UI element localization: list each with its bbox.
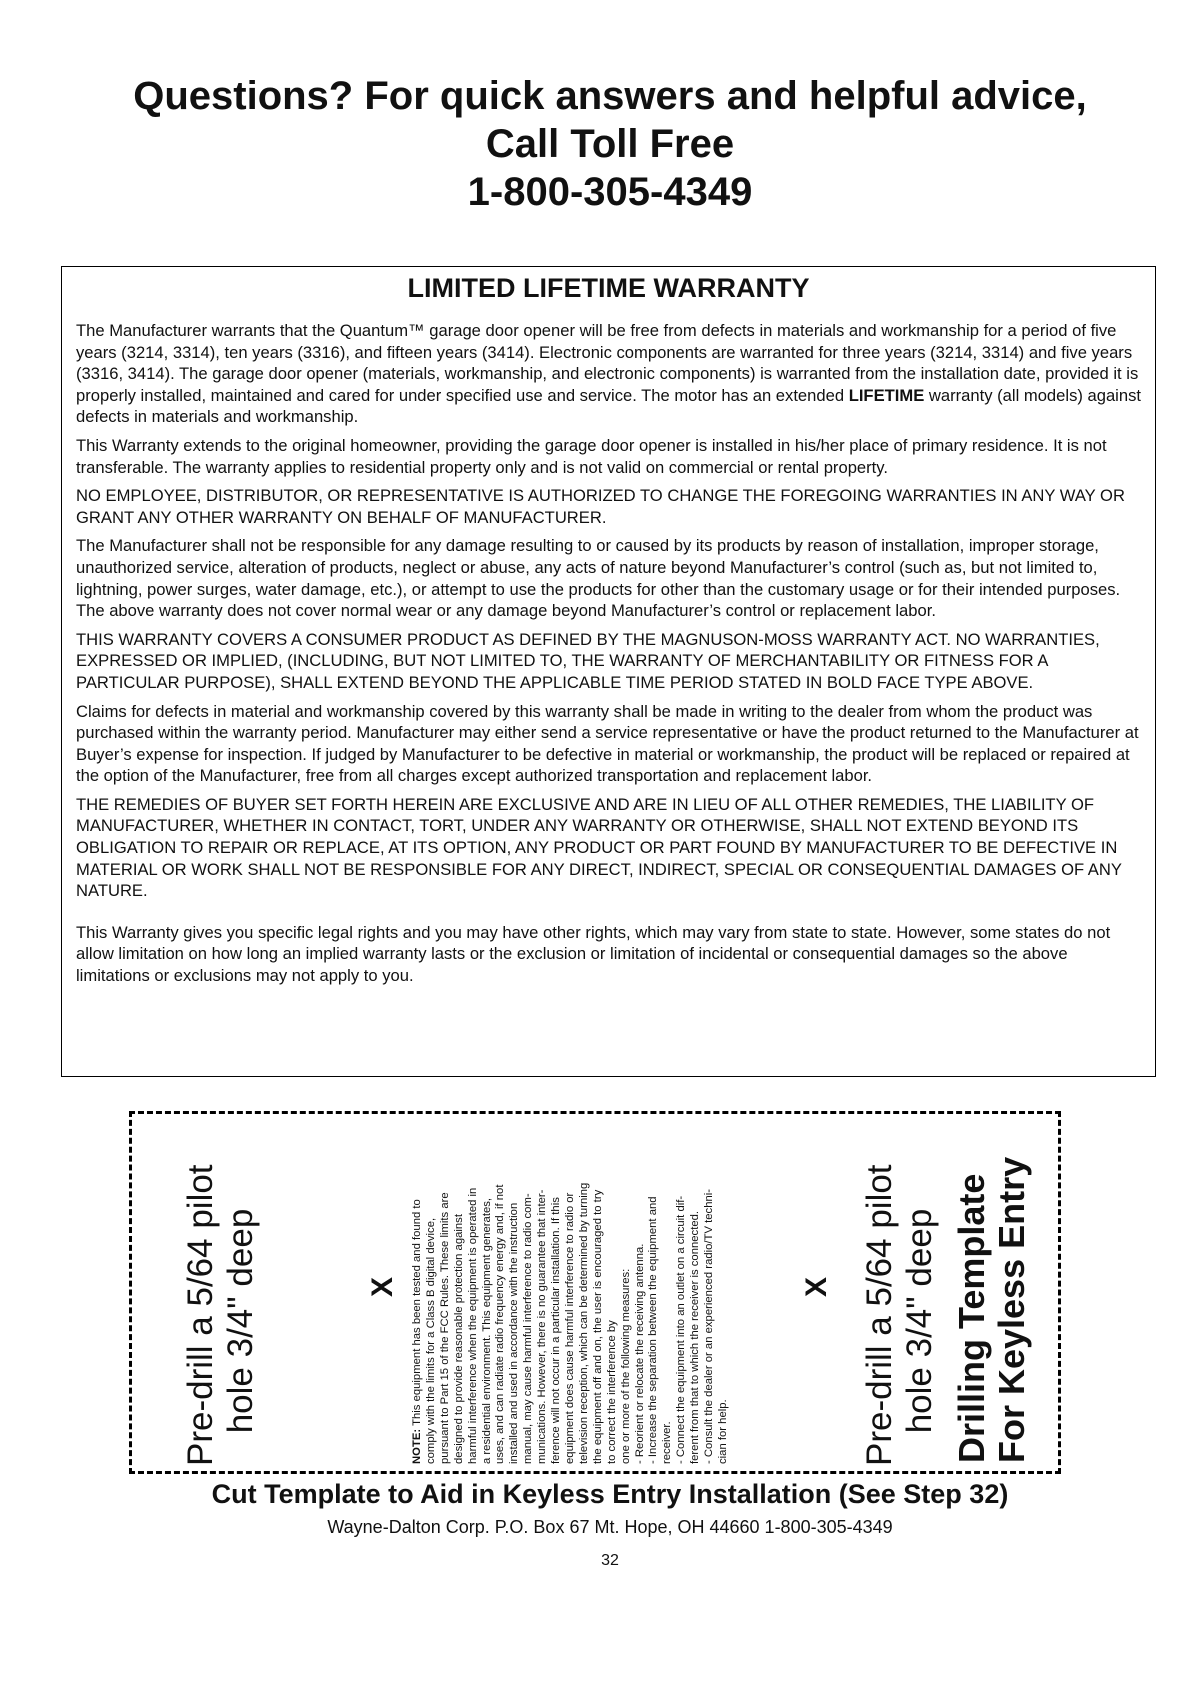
cut-template-instruction: Cut Template to Aid in Keyless Entry Installation (See Step 32) [211, 1479, 1009, 1509]
pilot-hole-instruction-right [860, 1164, 940, 1466]
warranty-coverage-text-end: warranty (all models) against defects in materials and workmanship. [76, 385, 1142, 427]
fcc-note-line: uses, and can radiate radio frequency energy and, if not [494, 1184, 507, 1464]
fcc-note-text: This equipment has been tested and found to [411, 1199, 423, 1429]
fcc-note-line [411, 1183, 425, 1464]
fcc-note-line: cian for help. [716, 1399, 729, 1464]
page-number: 32 [601, 1552, 619, 1569]
warranty-paragraph-magnuson-moss: THIS WARRANTY COVERS A CONSUMER PRODUCT AS DEFINED BY THE MAGNUSON-MOSS WARRANTY ACT. NO WARRANTIES, EXPRESSED OR IMPLIED, (INCLUDING, BUT NOT LIMITED TO, THE WARRANTY OF MERCHANTABILITY OR FITNESS FOR A PARTICULAR PURPOSE), SHALL EXTEND BEYOND THE APPLICABLE TIME PERIOD STATED IN BOLD FACE TYPE ABOVE. [76, 629, 1100, 692]
warranty-paragraph-coverage [76, 320, 1141, 428]
warranty-paragraph-remedies: THE REMEDIES OF BUYER SET FORTH HEREIN ARE EXCLUSIVE AND ARE IN LIEU OF ALL OTHER REMEDIES, THE LIABILITY OF MANUFACTURER, WHETHER IN CONTACT, TORT, UNDER ANY WARRANTY OR OTHERWISE, SHALL NOT EXTEND BEYOND ITS OBLIGATION TO REPAIR OR REPLACE, AT ITS OPTION, ANY PRODUCT OR PART FOUND BY MANUFACTURER TO BE DEFECTIVE IN MATERIAL OR WORK SHALL NOT BE RESPONSIBLE FOR ANY DIRECT, INDIRECT, SPECIAL OR CONSEQUENTIAL DAMAGES OF ANY NATURE. [76, 794, 1122, 901]
drill-mark-left: X [366, 1276, 399, 1297]
company-address: Wayne-Dalton Corp. P.O. Box 67 Mt. Hope, OH 44660 1-800-305-4349 [327, 1517, 893, 1537]
fcc-note-line: designed to provide reasonable protection against [452, 1214, 465, 1464]
pilot-line-2: hole 3/4" deep [900, 1208, 939, 1434]
fcc-note-line: pursuant to Part 15 of the FCC Rules. These limits are [438, 1192, 451, 1464]
header-phone-number: 1-800-305-4349 [467, 170, 753, 214]
fcc-note-line: a residential environment. This equipment generates, [480, 1197, 493, 1464]
fcc-note-line: one or more of the following measures: [619, 1268, 632, 1464]
drilling-template-title [952, 1157, 1032, 1463]
warranty-paragraph-legal-rights: This Warranty gives you specific legal rights and you may have other rights, which may vary from state to state. However, some states do not allow limitation on how long an implied warranty lasts or the exclusion or limitation of incidental or consequential damages so the above limitations or exclusions may not apply to you. [76, 922, 1111, 986]
fcc-note-line: ference will not occur in a particular installation. If this [550, 1197, 563, 1464]
fcc-note-line: - Consult the dealer or an experienced radio/TV techni- [703, 1188, 716, 1464]
warranty-paragraph-homeowner: This Warranty extends to the original homeowner, providing the garage door opener is installed in his/her place of primary residence. It is not transferable. The warranty applies to residential property only and is not valid on commercial or rental property. [76, 435, 1107, 477]
fcc-note-line: receiver. [661, 1421, 674, 1464]
drill-mark-right: X [800, 1276, 833, 1297]
drilling-template-title-line-2: For Keyless Entry [991, 1156, 1032, 1463]
fcc-note-line: ferent from that to which the receiver is connected. [689, 1210, 702, 1464]
fcc-note-line: comply with the limits for a Class B digital device, [424, 1217, 437, 1464]
fcc-note-line: equipment does cause harmful interference to radio or [563, 1192, 576, 1464]
warranty-lifetime-emphasis: LIFETIME [848, 385, 925, 405]
header-call-toll-free: Call Toll Free [485, 122, 735, 166]
header-question: Questions? For quick answers and helpful advice, [133, 74, 1087, 118]
pilot-line-1: Pre-drill a 5/64 pilot [860, 1164, 899, 1466]
drilling-template-title-line-1: Drilling Template [951, 1173, 992, 1463]
fcc-note-line: installed and used in accordance with the instruction [508, 1202, 521, 1464]
warranty-box [61, 266, 1156, 1077]
pilot-line-2: hole 3/4" deep [221, 1208, 260, 1434]
warranty-paragraph-claims: Claims for defects in material and workmanship covered by this warranty shall be made in writing to the dealer from whom the product was purchased within the warranty period. Manufacturer may either send a service representative or have the product returned to the Manufacturer at Buyer’s expense for inspection. If judged by Manufacturer to be defective in material or workmanship, the product will be replaced or repaired at the option of the Manufacturer, free from all charges except authorized transportation and replacement labor. [76, 701, 1139, 786]
fcc-note-line: harmful interference when the equipment is operated in [466, 1187, 479, 1464]
warranty-title: LIMITED LIFETIME WARRANTY [407, 273, 810, 303]
fcc-note [411, 1183, 731, 1464]
fcc-note-line: to correct the interference by [605, 1320, 618, 1464]
warranty-coverage-text: The Manufacturer warrants that the Quantum™ garage door opener will be free from defects in materials and workmanship for a period of five years (3214, 3314), ten years (3316), and fifteen years (3414). Electronic components are warranted for three years (3214, 3314) and five years (3316, 3414). The garage door opener (materials, workmanship, and electronic components) is warranted from the installation date, provided it is properly installed, maintained and cared for under specified use and service. The motor has an extended [76, 321, 1139, 405]
fcc-note-line: the equipment off and on, the user is encouraged to try [591, 1189, 604, 1464]
fcc-note-line: - Reorient or relocate the receiving antenna. [633, 1243, 646, 1464]
fcc-note-line: - Increase the separation between the equipment and [647, 1196, 660, 1464]
warranty-paragraph-no-employee: NO EMPLOYEE, DISTRIBUTOR, OR REPRESENTATIVE IS AUTHORIZED TO CHANGE THE FOREGOING WARRANTIES IN ANY WAY OR GRANT ANY OTHER WARRANTY ON BEHALF OF MANUFACTURER. [76, 486, 1125, 527]
fcc-note-label: NOTE: [411, 1428, 423, 1464]
pilot-hole-instruction-left [181, 1164, 261, 1466]
fcc-note-line: munications. However, there is no guarantee that inter- [536, 1189, 549, 1464]
fcc-note-line: - Connect the equipment into an outlet on a circuit dif- [675, 1195, 688, 1464]
pilot-line-1: Pre-drill a 5/64 pilot [181, 1164, 220, 1466]
fcc-note-line: manual, may cause harmful interference to radio com- [522, 1193, 535, 1464]
drilling-template [129, 1111, 1061, 1474]
page-header [0, 72, 1191, 216]
fcc-note-line: television reception, which can be determined by turning [577, 1182, 590, 1464]
warranty-paragraph-liability: The Manufacturer shall not be responsible for any damage resulting to or caused by its products by reason of installation, improper storage, unauthorized service, alteration of products, neglect or abuse, any acts of nature beyond Manufacturer’s control (such as, but not limited to, lightning, power surges, water damage, etc.), or attempt to use the products for other than the customary usage or for their intended purposes. The above warranty does not cover normal wear or any damage beyond Manufacturer’s control or replacement labor. [76, 536, 1121, 621]
